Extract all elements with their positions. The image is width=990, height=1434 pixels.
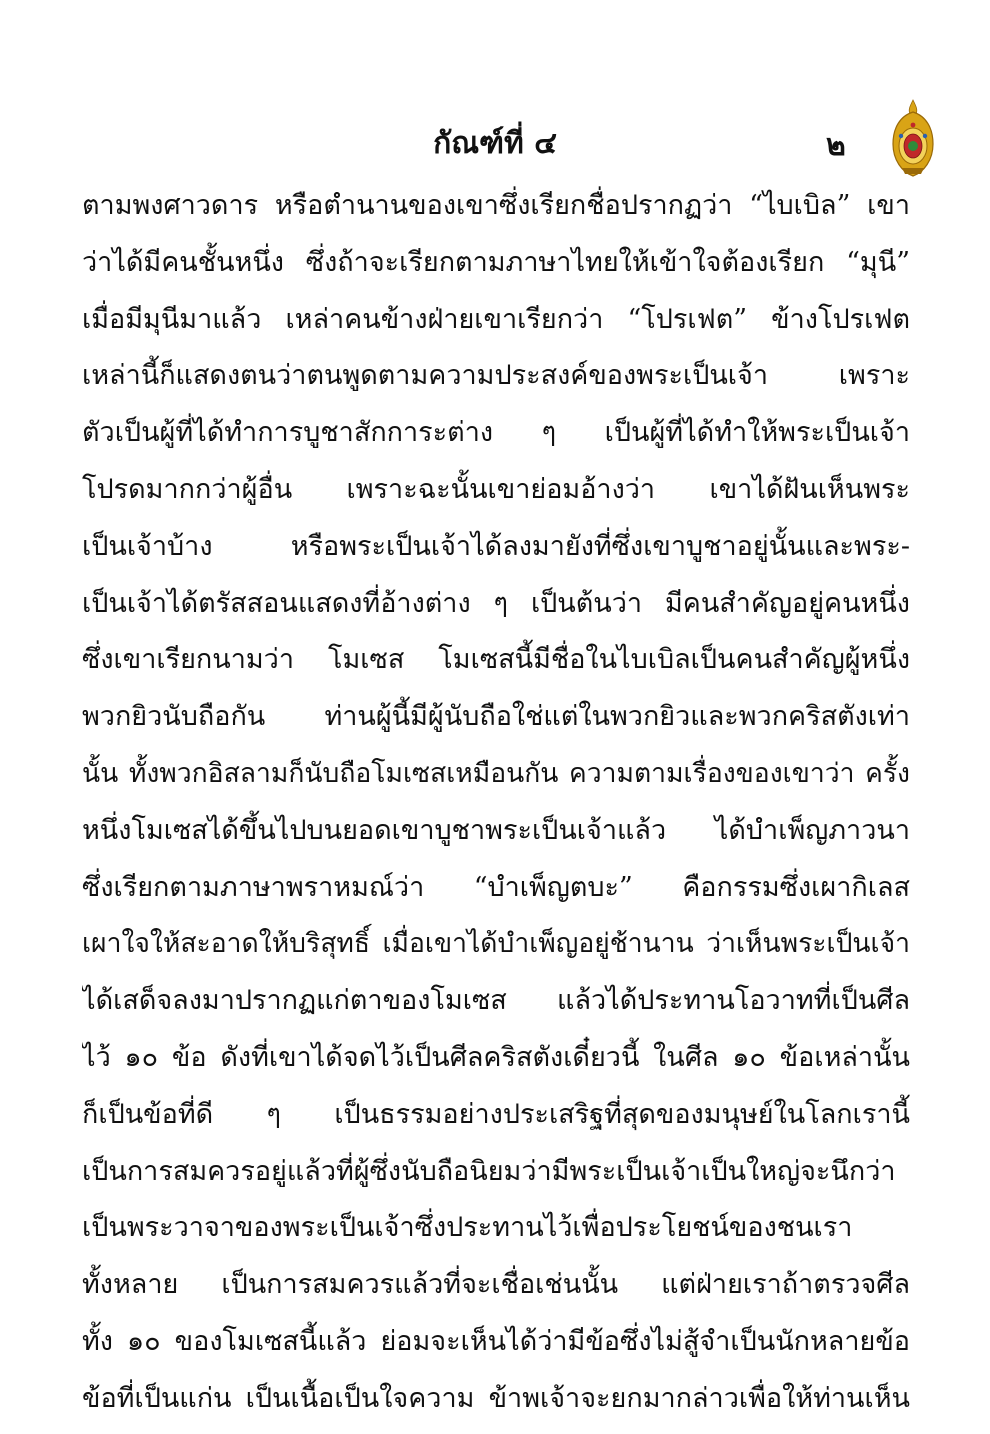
text-line: นั้น ทั้งพวกอิสลามก็นับถือโมเซสเหมือนกัน ความตามเรื่องของเขาว่า ครั้ง bbox=[82, 757, 910, 789]
text-line: ว่าได้มีคนชั้นหนึ่ง ซึ่งถ้าจะเรียกตามภาษาไทยให้เข้าใจต้องเรียก “มุนี” bbox=[82, 246, 910, 278]
royal-crest-icon bbox=[888, 98, 938, 178]
text-line: หนึ่งโมเซสได้ขึ้นไปบนยอดเขาบูชาพระเป็นเจ้าแล้ว ได้บำเพ็ญภาวนา bbox=[82, 814, 910, 846]
text-line: ตัวเป็นผู้ที่ได้ทำการบูชาสักการะต่าง ๆ เป็นผู้ที่ได้ทำให้พระเป็นเจ้า bbox=[82, 417, 910, 449]
text-line: ทั้ง ๑๐ ของโมเซสนี้แล้ว ย่อมจะเห็นได้ว่ามีข้อซึ่งไม่สู้จำเป็นนักหลายข้อ bbox=[82, 1325, 910, 1357]
body-text bbox=[82, 178, 910, 1428]
text-line: เป็นเจ้าได้ตรัสสอนแสดงที่อ้างต่าง ๆ เป็นต้นว่า มีคนสำคัญอยู่คนหนึ่ง bbox=[82, 587, 910, 619]
text-line: พวกยิวนับถือกัน ท่านผู้นี้มีผู้นับถือใช่แต่ในพวกยิวและพวกคริสตังเท่า bbox=[82, 701, 910, 733]
text-line: ข้อที่เป็นแก่น เป็นเนื้อเป็นใจความ ข้าพเจ้าจะยกมากล่าวเพื่อให้ท่านเห็น bbox=[82, 1382, 910, 1414]
text-line: เป็นการสมควรอยู่แล้วที่ผู้ซึ่งนับถือนิยมว่ามีพระเป็นเจ้าเป็นใหญ่จะนึกว่า bbox=[82, 1155, 896, 1187]
page-number: ๒ bbox=[826, 128, 846, 163]
text-line: ก็เป็นข้อที่ดี ๆ เป็นธรรมอย่างประเสริฐที่สุดของมนุษย์ในโลกเรานี้ bbox=[82, 1098, 910, 1130]
text-line: ไว้ ๑๐ ข้อ ดังที่เขาได้จดไว้เป็นศีลคริสตังเดี๋ยวนี้ ในศีล ๑๐ ข้อเหล่านั้น bbox=[82, 1041, 910, 1073]
chapter-title: กัณฑ์ที่ ๔ bbox=[433, 126, 557, 161]
text-line: เผาใจให้สะอาดให้บริสุทธิ์ เมื่อเขาได้บำเพ็ญอยู่ช้านาน ว่าเห็นพระเป็นเจ้า bbox=[82, 928, 910, 960]
text-line: ทั้งหลาย เป็นการสมควรแล้วที่จะเชื่อเช่นนั้น แต่ฝ่ายเราถ้าตรวจศีล bbox=[82, 1269, 910, 1301]
text-line: เมื่อมีมุนีมาแล้ว เหล่าคนข้างฝ่ายเขาเรียกว่า “โปรเฟต” ข้างโปรเฟต bbox=[82, 303, 910, 335]
text-line: โปรดมากกว่าผู้อื่น เพราะฉะนั้นเขาย่อมอ้างว่า เขาได้ฝันเห็นพระ bbox=[82, 473, 910, 505]
text-line: เหล่านี้ก็แสดงตนว่าตนพูดตามความประสงค์ของพระเป็นเจ้า เพราะ bbox=[82, 360, 910, 392]
text-line: ตามพงศาวดาร หรือตำนานของเขาซึ่งเรียกชื่อปรากฏว่า “ไบเบิล” เขา bbox=[82, 190, 910, 221]
text-line: ได้เสด็จลงมาปรากฏแก่ตาของโมเซส แล้วได้ประทานโอวาทที่เป็นศีล bbox=[82, 985, 910, 1017]
text-line: ซึ่งเรียกตามภาษาพราหมณ์ว่า “บำเพ็ญตบะ” คือกรรมซึ่งเผากิเลส bbox=[82, 871, 910, 903]
text-line: เป็นพระวาจาของพระเป็นเจ้าซึ่งประทานไว้เพื่อประโยชน์ของชนเรา bbox=[82, 1212, 853, 1244]
text-line: ซึ่งเขาเรียกนามว่า โมเซส โมเซสนี้มีชื่อในไบเบิลเป็นคนสำคัญผู้หนึ่ง bbox=[82, 644, 910, 676]
text-line: เป็นเจ้าบ้าง หรือพระเป็นเจ้าได้ลงมายังที่ซึ่งเขาบูชาอยู่นั้นและพระ- bbox=[82, 530, 910, 562]
